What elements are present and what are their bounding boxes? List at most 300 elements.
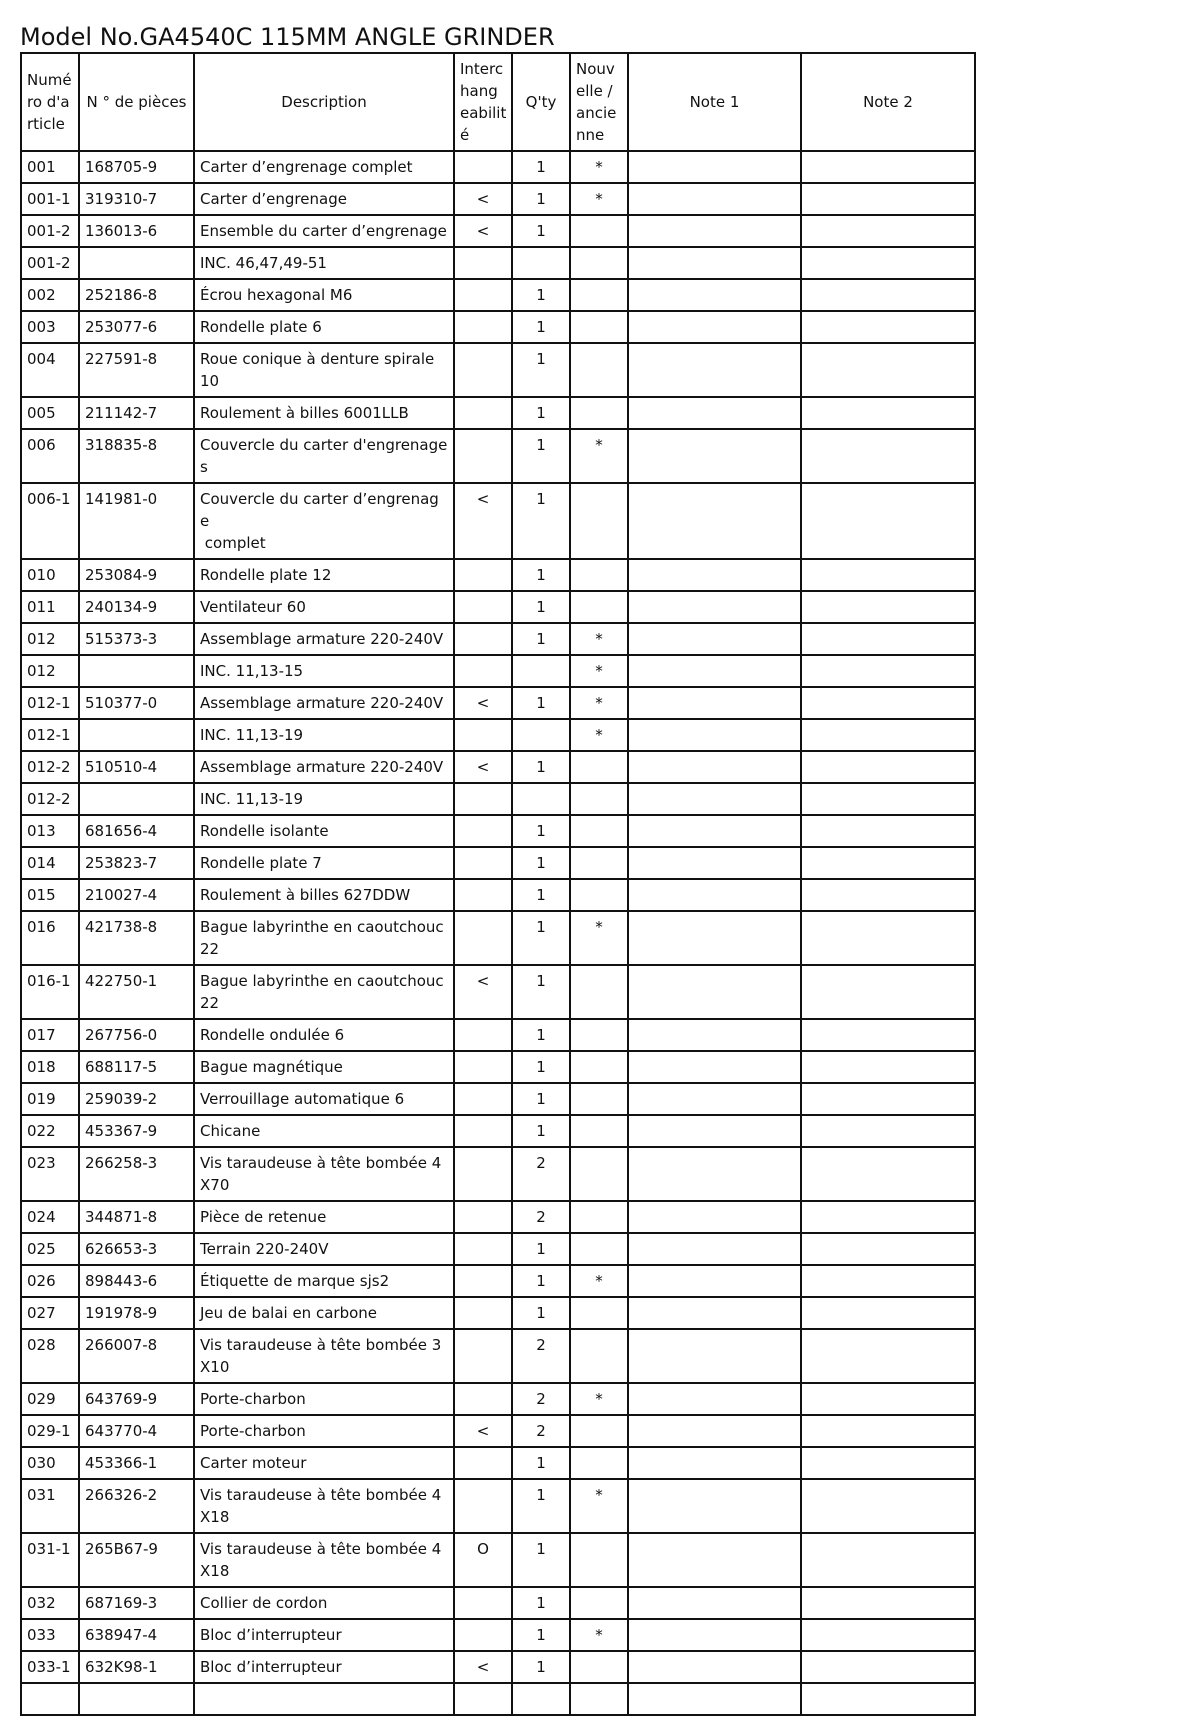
- item-no-cell: 010: [21, 559, 79, 591]
- qty-cell: [512, 783, 570, 815]
- table-row: [21, 1533, 975, 1587]
- table-row: [21, 483, 975, 559]
- table-row: [21, 719, 975, 751]
- note-1-cell: [628, 397, 801, 429]
- item-no-cell: 012: [21, 655, 79, 687]
- interchangeability-cell: [454, 879, 512, 911]
- table-row: [21, 1619, 975, 1651]
- interchangeability-cell: [454, 1201, 512, 1233]
- description-cell: Porte-charbon: [194, 1383, 454, 1415]
- interchangeability-cell: [454, 911, 512, 965]
- table-row: [21, 1297, 975, 1329]
- description-cell: INC. 11,13-19: [194, 783, 454, 815]
- header-row: [21, 53, 975, 151]
- item-no-cell: 031: [21, 1479, 79, 1533]
- note-1-cell: [628, 1619, 801, 1651]
- new-old-cell: *: [570, 1265, 628, 1297]
- qty-cell: 1: [512, 151, 570, 183]
- description-cell: Collier de cordon: [194, 1587, 454, 1619]
- interchangeability-cell: [454, 1479, 512, 1533]
- item-no-cell: 016: [21, 911, 79, 965]
- new-old-cell: [570, 815, 628, 847]
- note-1-cell: [628, 1479, 801, 1533]
- qty-cell: 1: [512, 1019, 570, 1051]
- item-no-cell: 027: [21, 1297, 79, 1329]
- part-no-cell: 643769-9: [79, 1383, 194, 1415]
- table-row: [21, 783, 975, 815]
- item-no-cell: 005: [21, 397, 79, 429]
- qty-cell: 1: [512, 623, 570, 655]
- item-no-cell: 026: [21, 1265, 79, 1297]
- note-2-cell: [801, 719, 975, 751]
- new-old-cell: [570, 1201, 628, 1233]
- description-cell: Roulement à billes 627DDW: [194, 879, 454, 911]
- description-cell: Ventilateur 60: [194, 591, 454, 623]
- part-no-cell: 253084-9: [79, 559, 194, 591]
- qty-cell: 1: [512, 879, 570, 911]
- qty-cell: 1: [512, 1619, 570, 1651]
- qty-cell: 1: [512, 397, 570, 429]
- description-cell: Bloc d’interrupteur: [194, 1651, 454, 1683]
- note-1-cell: [628, 911, 801, 965]
- interchangeability-cell: [454, 1329, 512, 1383]
- interchangeability-cell: [454, 1019, 512, 1051]
- note-1-cell: [628, 483, 801, 559]
- new-old-cell: [570, 783, 628, 815]
- description-cell: Bague labyrinthe en caoutchouc 22: [194, 911, 454, 965]
- description-cell: Chicane: [194, 1115, 454, 1147]
- item-no-cell: 030: [21, 1447, 79, 1479]
- description-cell: Roue conique à denture spirale 10: [194, 343, 454, 397]
- interchangeability-cell: [454, 1683, 512, 1715]
- part-no-cell: 252186-8: [79, 279, 194, 311]
- note-1-cell: [628, 1651, 801, 1683]
- note-1-cell: [628, 1147, 801, 1201]
- part-no-cell: 266326-2: [79, 1479, 194, 1533]
- part-no-cell: 626653-3: [79, 1233, 194, 1265]
- item-no-cell: 028: [21, 1329, 79, 1383]
- note-1-cell: [628, 751, 801, 783]
- part-no-cell: [79, 783, 194, 815]
- interchangeability-cell: [454, 1447, 512, 1479]
- item-no-cell: 029: [21, 1383, 79, 1415]
- header-part-no: N ° de pièces: [79, 53, 194, 151]
- note-2-cell: [801, 343, 975, 397]
- part-no-cell: [79, 247, 194, 279]
- note-1-cell: [628, 279, 801, 311]
- note-1-cell: [628, 687, 801, 719]
- table-row: [21, 343, 975, 397]
- new-old-cell: [570, 279, 628, 311]
- note-2-cell: [801, 591, 975, 623]
- part-no-cell: 681656-4: [79, 815, 194, 847]
- note-2-cell: [801, 1587, 975, 1619]
- note-2-cell: [801, 965, 975, 1019]
- header-item-no: Numé ro d'a rticle: [21, 53, 79, 151]
- qty-cell: 1: [512, 311, 570, 343]
- description-cell: Bague magnétique: [194, 1051, 454, 1083]
- part-no-cell: 210027-4: [79, 879, 194, 911]
- item-no-cell: 024: [21, 1201, 79, 1233]
- note-2-cell: [801, 1447, 975, 1479]
- description-cell: Pièce de retenue: [194, 1201, 454, 1233]
- description-cell: Jeu de balai en carbone: [194, 1297, 454, 1329]
- interchangeability-cell: [454, 247, 512, 279]
- item-no-cell: 001-2: [21, 215, 79, 247]
- new-old-cell: [570, 1683, 628, 1715]
- table-row: [21, 1147, 975, 1201]
- new-old-cell: [570, 591, 628, 623]
- table-row: [21, 879, 975, 911]
- table-row: [21, 687, 975, 719]
- note-1-cell: [628, 247, 801, 279]
- interchangeability-cell: [454, 783, 512, 815]
- note-2-cell: [801, 1683, 975, 1715]
- note-1-cell: [628, 655, 801, 687]
- part-no-cell: 319310-7: [79, 183, 194, 215]
- part-no-cell: 266007-8: [79, 1329, 194, 1383]
- interchangeability-cell: [454, 1587, 512, 1619]
- new-old-cell: *: [570, 687, 628, 719]
- note-1-cell: [628, 591, 801, 623]
- table-row: [21, 183, 975, 215]
- note-2-cell: [801, 1297, 975, 1329]
- qty-cell: 1: [512, 591, 570, 623]
- item-no-cell: 012-1: [21, 719, 79, 751]
- item-no-cell: 012-1: [21, 687, 79, 719]
- note-2-cell: [801, 783, 975, 815]
- table-row: [21, 847, 975, 879]
- interchangeability-cell: <: [454, 483, 512, 559]
- description-cell: Vis taraudeuse à tête bombée 4X18: [194, 1479, 454, 1533]
- item-no-cell: 011: [21, 591, 79, 623]
- part-no-cell: 253823-7: [79, 847, 194, 879]
- table-row: [21, 1383, 975, 1415]
- description-cell: Carter d’engrenage complet: [194, 151, 454, 183]
- note-1-cell: [628, 183, 801, 215]
- part-no-cell: 453366-1: [79, 1447, 194, 1479]
- item-no-cell: 029-1: [21, 1415, 79, 1447]
- note-2-cell: [801, 1201, 975, 1233]
- new-old-cell: [570, 847, 628, 879]
- qty-cell: 1: [512, 1297, 570, 1329]
- item-no-cell: 025: [21, 1233, 79, 1265]
- new-old-cell: [570, 1447, 628, 1479]
- interchangeability-cell: <: [454, 1651, 512, 1683]
- part-no-cell: 191978-9: [79, 1297, 194, 1329]
- qty-cell: 1: [512, 1651, 570, 1683]
- part-no-cell: 318835-8: [79, 429, 194, 483]
- note-2-cell: [801, 623, 975, 655]
- new-old-cell: *: [570, 623, 628, 655]
- description-cell: Rondelle plate 7: [194, 847, 454, 879]
- note-2-cell: [801, 1619, 975, 1651]
- part-no-cell: 687169-3: [79, 1587, 194, 1619]
- interchangeability-cell: [454, 623, 512, 655]
- part-no-cell: 227591-8: [79, 343, 194, 397]
- note-2-cell: [801, 215, 975, 247]
- note-2-cell: [801, 879, 975, 911]
- interchangeability-cell: [454, 279, 512, 311]
- new-old-cell: [570, 247, 628, 279]
- note-1-cell: [628, 559, 801, 591]
- part-no-cell: 266258-3: [79, 1147, 194, 1201]
- item-no-cell: 012-2: [21, 751, 79, 783]
- interchangeability-cell: [454, 1619, 512, 1651]
- item-no-cell: 014: [21, 847, 79, 879]
- part-no-cell: 136013-6: [79, 215, 194, 247]
- header-note-1: Note 1: [628, 53, 801, 151]
- note-2-cell: [801, 483, 975, 559]
- table-row: [21, 559, 975, 591]
- note-1-cell: [628, 1447, 801, 1479]
- new-old-cell: [570, 1297, 628, 1329]
- table-row: [21, 1651, 975, 1683]
- note-1-cell: [628, 429, 801, 483]
- new-old-cell: *: [570, 655, 628, 687]
- qty-cell: 1: [512, 1051, 570, 1083]
- table-row: [21, 429, 975, 483]
- description-cell: Carter moteur: [194, 1447, 454, 1479]
- note-2-cell: [801, 1533, 975, 1587]
- qty-cell: 1: [512, 965, 570, 1019]
- table-row: [21, 815, 975, 847]
- new-old-cell: [570, 965, 628, 1019]
- qty-cell: 2: [512, 1383, 570, 1415]
- note-2-cell: [801, 151, 975, 183]
- note-2-cell: [801, 397, 975, 429]
- interchangeability-cell: [454, 1233, 512, 1265]
- note-2-cell: [801, 687, 975, 719]
- note-1-cell: [628, 215, 801, 247]
- interchangeability-cell: <: [454, 965, 512, 1019]
- interchangeability-cell: [454, 847, 512, 879]
- new-old-cell: *: [570, 1383, 628, 1415]
- note-1-cell: [628, 1115, 801, 1147]
- description-cell: Assemblage armature 220-240V: [194, 751, 454, 783]
- interchangeability-cell: <: [454, 183, 512, 215]
- header-qty: Q'ty: [512, 53, 570, 151]
- qty-cell: 1: [512, 687, 570, 719]
- interchangeability-cell: [454, 1051, 512, 1083]
- part-no-cell: 638947-4: [79, 1619, 194, 1651]
- note-2-cell: [801, 311, 975, 343]
- interchangeability-cell: <: [454, 687, 512, 719]
- qty-cell: 2: [512, 1329, 570, 1383]
- note-2-cell: [801, 279, 975, 311]
- interchangeability-cell: [454, 1115, 512, 1147]
- item-no-cell: 013: [21, 815, 79, 847]
- description-cell: Vis taraudeuse à tête bombée 3X10: [194, 1329, 454, 1383]
- note-2-cell: [801, 559, 975, 591]
- item-no-cell: 023: [21, 1147, 79, 1201]
- part-no-cell: 421738-8: [79, 911, 194, 965]
- note-2-cell: [801, 1415, 975, 1447]
- note-2-cell: [801, 1329, 975, 1383]
- part-no-cell: 643770-4: [79, 1415, 194, 1447]
- description-cell: Ensemble du carter d’engrenage: [194, 215, 454, 247]
- note-1-cell: [628, 1415, 801, 1447]
- note-1-cell: [628, 719, 801, 751]
- interchangeability-cell: [454, 655, 512, 687]
- description-cell: [194, 1683, 454, 1715]
- item-no-cell: 012-2: [21, 783, 79, 815]
- qty-cell: 2: [512, 1415, 570, 1447]
- new-old-cell: [570, 1051, 628, 1083]
- note-2-cell: [801, 1265, 975, 1297]
- interchangeability-cell: [454, 559, 512, 591]
- table-row: [21, 965, 975, 1019]
- item-no-cell: 002: [21, 279, 79, 311]
- part-no-cell: [79, 1683, 194, 1715]
- new-old-cell: [570, 1147, 628, 1201]
- part-no-cell: 240134-9: [79, 591, 194, 623]
- qty-cell: 1: [512, 215, 570, 247]
- note-1-cell: [628, 1533, 801, 1587]
- qty-cell: 1: [512, 1479, 570, 1533]
- part-no-cell: 898443-6: [79, 1265, 194, 1297]
- note-2-cell: [801, 847, 975, 879]
- note-2-cell: [801, 1479, 975, 1533]
- table-row: [21, 215, 975, 247]
- new-old-cell: [570, 311, 628, 343]
- new-old-cell: [570, 397, 628, 429]
- table-row: [21, 1019, 975, 1051]
- qty-cell: 1: [512, 751, 570, 783]
- note-1-cell: [628, 1233, 801, 1265]
- new-old-cell: *: [570, 183, 628, 215]
- note-1-cell: [628, 847, 801, 879]
- note-2-cell: [801, 1115, 975, 1147]
- note-2-cell: [801, 1383, 975, 1415]
- interchangeability-cell: [454, 151, 512, 183]
- qty-cell: 1: [512, 1115, 570, 1147]
- table-row: [21, 1201, 975, 1233]
- qty-cell: 1: [512, 429, 570, 483]
- new-old-cell: *: [570, 1619, 628, 1651]
- new-old-cell: [570, 1587, 628, 1619]
- description-cell: Rondelle ondulée 6: [194, 1019, 454, 1051]
- note-1-cell: [628, 151, 801, 183]
- interchangeability-cell: [454, 1147, 512, 1201]
- part-no-cell: 211142-7: [79, 397, 194, 429]
- qty-cell: 2: [512, 1201, 570, 1233]
- note-1-cell: [628, 1383, 801, 1415]
- description-cell: Assemblage armature 220-240V: [194, 623, 454, 655]
- item-no-cell: 006: [21, 429, 79, 483]
- description-cell: Porte-charbon: [194, 1415, 454, 1447]
- table-row: [21, 751, 975, 783]
- description-cell: Carter d’engrenage: [194, 183, 454, 215]
- note-2-cell: [801, 247, 975, 279]
- description-cell: Couvercle du carter d'engrenages: [194, 429, 454, 483]
- interchangeability-cell: <: [454, 1415, 512, 1447]
- interchangeability-cell: [454, 397, 512, 429]
- part-no-cell: 141981-0: [79, 483, 194, 559]
- part-no-cell: 265B67-9: [79, 1533, 194, 1587]
- new-old-cell: *: [570, 429, 628, 483]
- note-2-cell: [801, 1051, 975, 1083]
- note-2-cell: [801, 1019, 975, 1051]
- new-old-cell: [570, 1115, 628, 1147]
- note-2-cell: [801, 1651, 975, 1683]
- interchangeability-cell: <: [454, 751, 512, 783]
- qty-cell: [512, 719, 570, 751]
- interchangeability-cell: [454, 1083, 512, 1115]
- note-1-cell: [628, 1083, 801, 1115]
- part-no-cell: 267756-0: [79, 1019, 194, 1051]
- item-no-cell: 015: [21, 879, 79, 911]
- item-no-cell: 016-1: [21, 965, 79, 1019]
- qty-cell: 1: [512, 1447, 570, 1479]
- item-no-cell: 017: [21, 1019, 79, 1051]
- table-row: [21, 397, 975, 429]
- new-old-cell: [570, 215, 628, 247]
- table-row: [21, 279, 975, 311]
- description-cell: Vis taraudeuse à tête bombée 4X70: [194, 1147, 454, 1201]
- new-old-cell: [570, 1415, 628, 1447]
- note-2-cell: [801, 1147, 975, 1201]
- qty-cell: 1: [512, 847, 570, 879]
- interchangeability-cell: [454, 1265, 512, 1297]
- table-row: [21, 247, 975, 279]
- description-cell: INC. 11,13-15: [194, 655, 454, 687]
- note-1-cell: [628, 879, 801, 911]
- note-1-cell: [628, 1019, 801, 1051]
- qty-cell: 1: [512, 183, 570, 215]
- new-old-cell: [570, 483, 628, 559]
- table-row: [21, 311, 975, 343]
- new-old-cell: [570, 343, 628, 397]
- parts-table: [20, 52, 976, 1716]
- part-no-cell: 422750-1: [79, 965, 194, 1019]
- note-1-cell: [628, 1201, 801, 1233]
- qty-cell: 1: [512, 343, 570, 397]
- table-row: [21, 1587, 975, 1619]
- description-cell: Verrouillage automatique 6: [194, 1083, 454, 1115]
- new-old-cell: [570, 1329, 628, 1383]
- item-no-cell: 032: [21, 1587, 79, 1619]
- note-2-cell: [801, 911, 975, 965]
- qty-cell: 1: [512, 1083, 570, 1115]
- part-no-cell: 632K98-1: [79, 1651, 194, 1683]
- new-old-cell: *: [570, 1479, 628, 1533]
- qty-cell: 1: [512, 1533, 570, 1587]
- parts-table-body: [21, 151, 975, 1715]
- interchangeability-cell: [454, 1383, 512, 1415]
- note-2-cell: [801, 183, 975, 215]
- description-cell: Bloc d’interrupteur: [194, 1619, 454, 1651]
- note-1-cell: [628, 783, 801, 815]
- page-title: Model No.GA4540C 115MM ANGLE GRINDER: [20, 23, 555, 51]
- description-cell: Terrain 220-240V: [194, 1233, 454, 1265]
- table-row: [21, 1683, 975, 1715]
- item-no-cell: 022: [21, 1115, 79, 1147]
- item-no-cell: 031-1: [21, 1533, 79, 1587]
- new-old-cell: *: [570, 719, 628, 751]
- table-row: [21, 1115, 975, 1147]
- new-old-cell: [570, 879, 628, 911]
- interchangeability-cell: [454, 429, 512, 483]
- table-row: [21, 1265, 975, 1297]
- part-no-cell: 688117-5: [79, 1051, 194, 1083]
- description-cell: Roulement à billes 6001LLB: [194, 397, 454, 429]
- header-interchangeability: Interc hang eabilit é: [454, 53, 512, 151]
- table-row: [21, 1233, 975, 1265]
- qty-cell: 1: [512, 279, 570, 311]
- description-cell: INC. 46,47,49-51: [194, 247, 454, 279]
- note-2-cell: [801, 751, 975, 783]
